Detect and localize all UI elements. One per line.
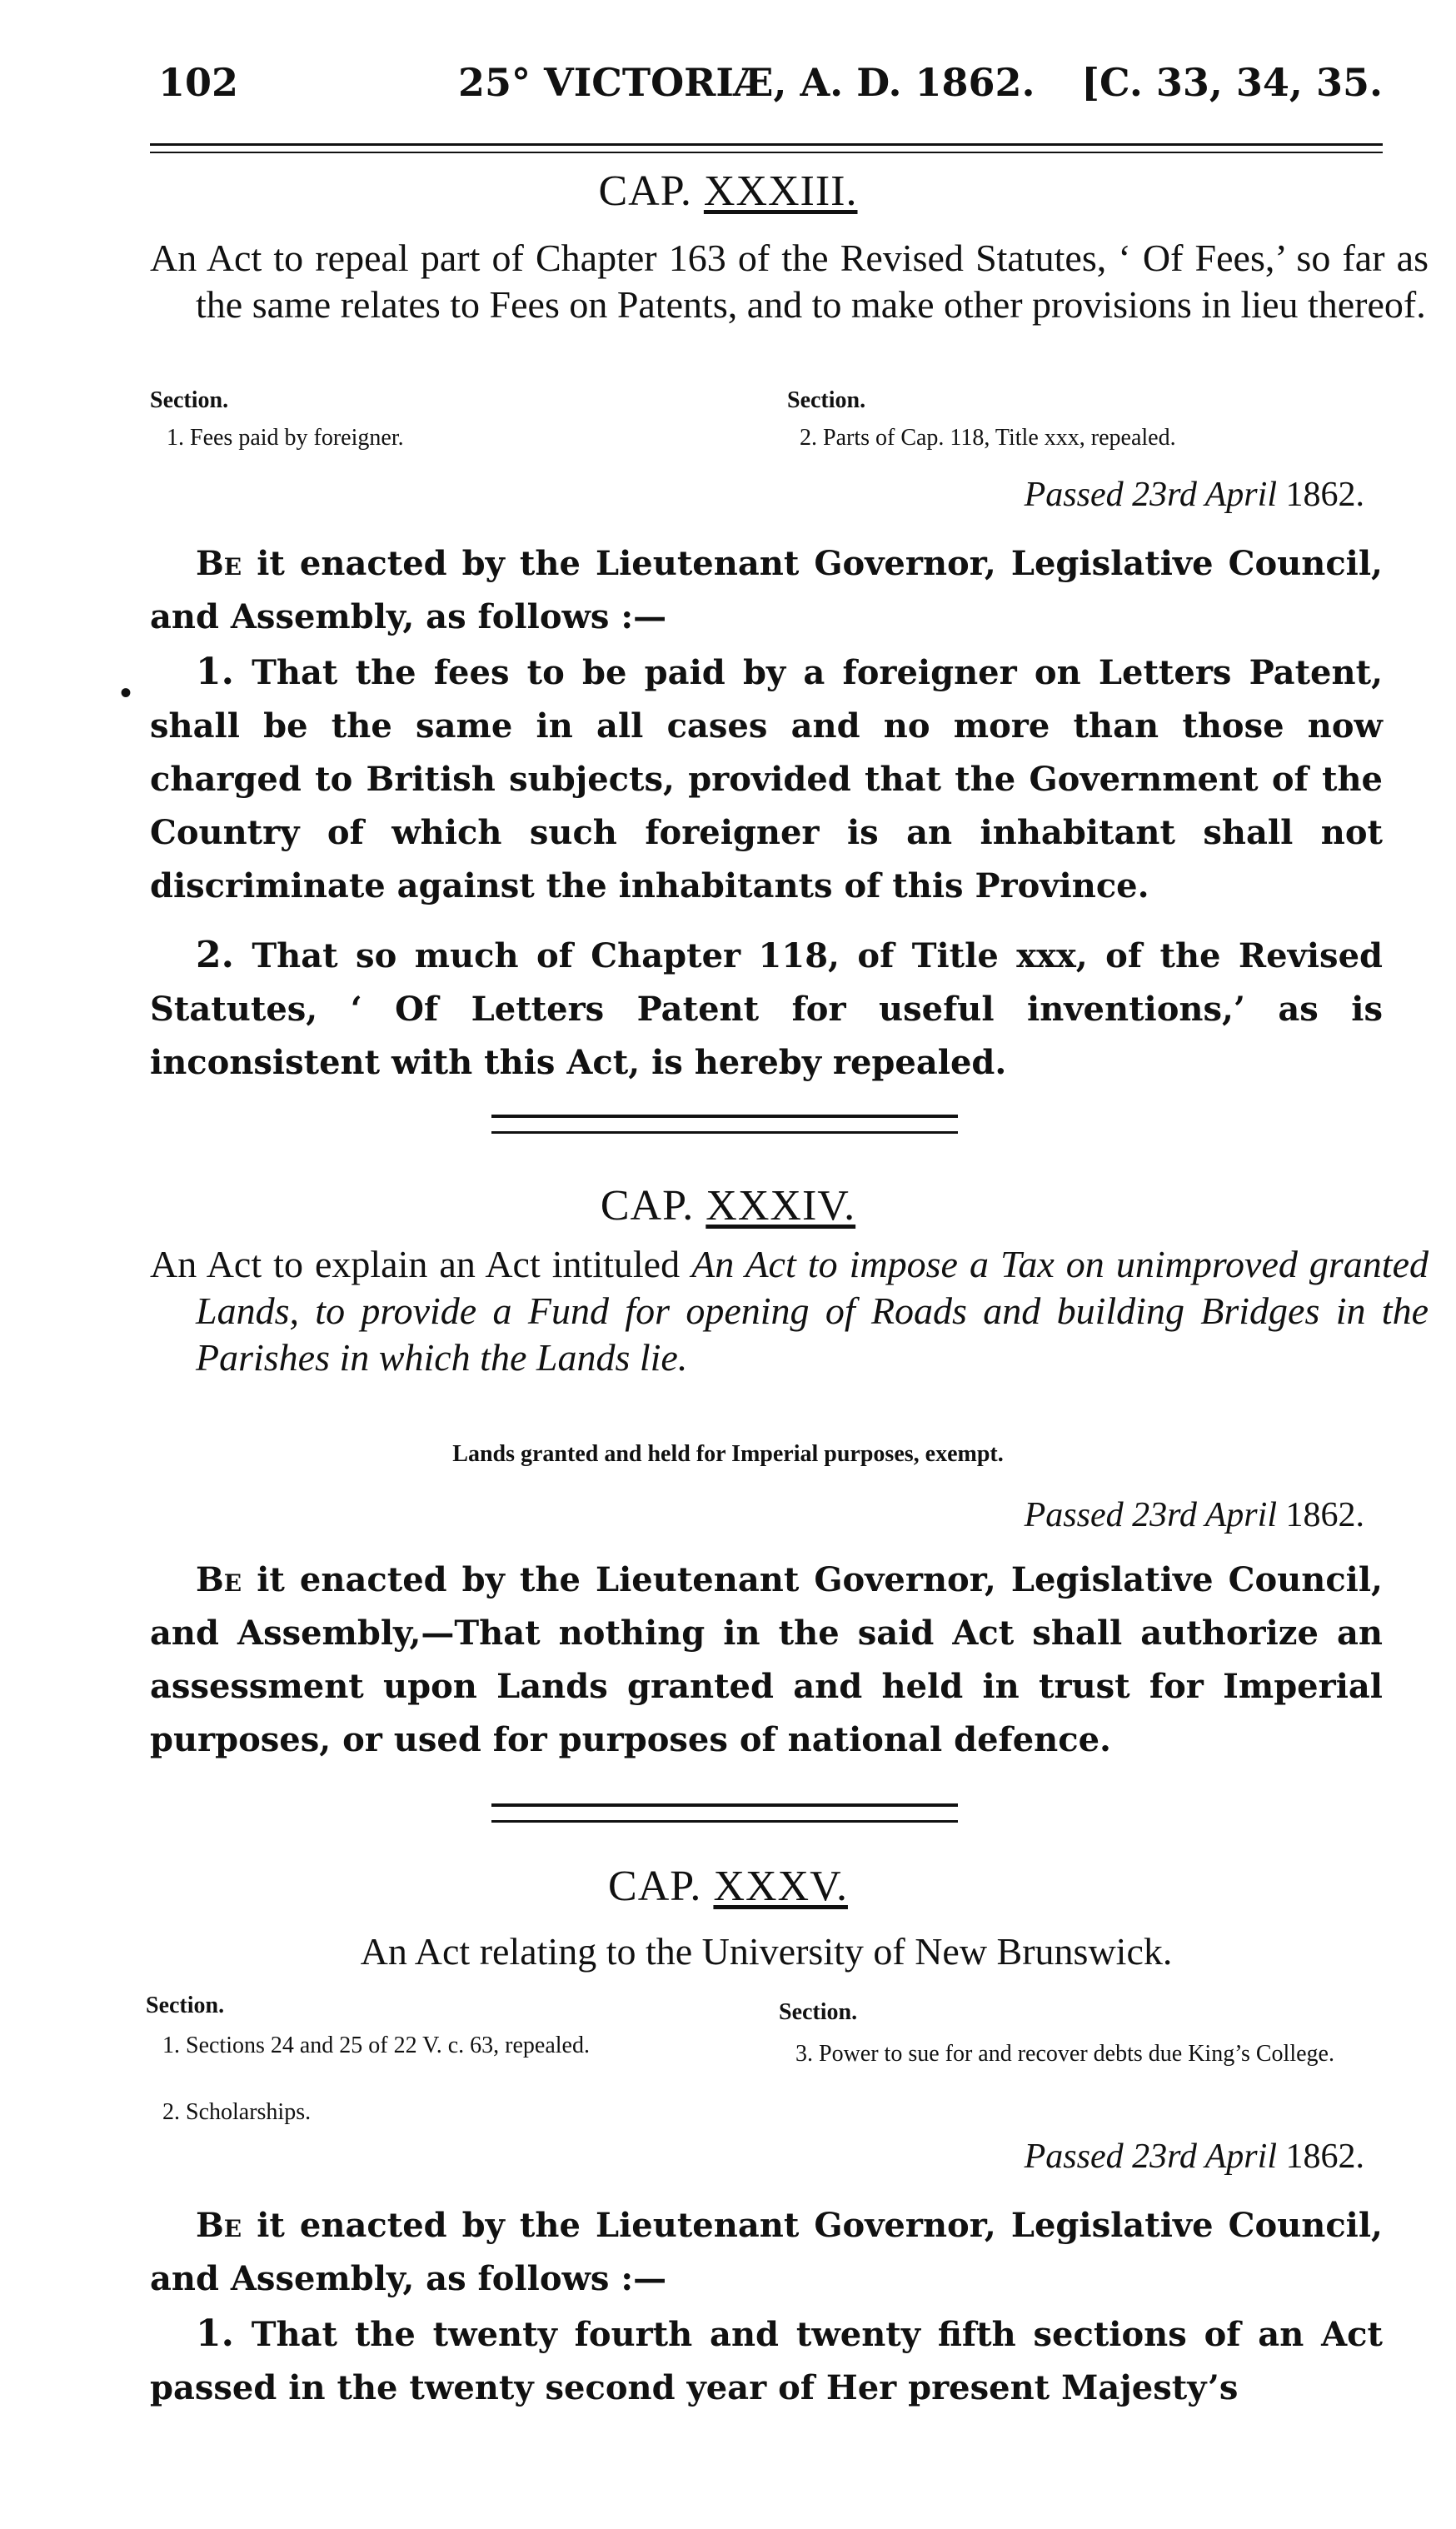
cap-33-title: An Act to repeal part of Chapter 163 of the Revised Statutes, ‘ Of Fees,’ so far as the same relates to Fees on Patents, and to make other provisions in lieu thereof. [150,237,1429,326]
cap-35-section-1: 1. Sections 24 and 25 of 22 V. c. 63, repealed. [162,2033,590,2058]
cap-33-section-1: 1. Fees paid by foreigner. [167,425,404,451]
section-divider-2 [491,1803,958,1823]
margin-mark: • [120,674,132,711]
cap-34-title: An Act to explain an Act intituled An Act to impose a Tax on unimproved granted Lands, to provide a Fund for opening of Roads and building Bridges in the Parishes in which the Lands lie. [150,1243,1429,1379]
cap-34-heading: CAP. XXXIV. [600,1182,856,1230]
cap-34-marginal-note: Lands granted and held for Imperial purposes, exempt. [452,1441,1004,1467]
header-rule-bottom [150,152,1383,153]
cap-35-clause-1: 1. That the twenty fourth and twenty fifth sections of an Act passed in the twenty second year of Her present Majesty’s [150,2312,1383,2407]
running-header [158,60,1383,118]
cap-35-section-label-left: Section. [146,1993,225,2018]
cap-35-passed-date: Passed 23rd April 1862. [1024,2137,1364,2176]
cap-33-section-2: 2. Parts of Cap. 118, Title xxx, repealed. [800,425,1176,451]
cap-35-heading: CAP. XXXV. [608,1863,848,1910]
cap-33-clause-2: 2. That so much of Chapter 118, of Title xxx, of the Revised Statutes, ‘ Of Letters Patent for useful inventions,’ as is inconsistent with this Act, is hereby repealed. [150,934,1383,1082]
page-number: 102 [158,60,239,105]
cap-35-title: An Act relating to the University of New Brunswick. [360,1930,1173,1973]
cap-33-enacting-clause: Be it enacted by the Lieutenant Governor, Legislative Council, and Assembly, as follows :— [150,544,1383,636]
running-title: 25° VICTORIÆ, A. D. 1862. [458,60,1035,105]
cap-33-numeral: XXXIII. [703,167,858,215]
cap-35-section-label-right: Section. [779,1999,858,2025]
cap-33-passed-date: Passed 23rd April 1862. [1024,476,1364,514]
cap-35-section-2: 2. Scholarships. [162,2099,312,2125]
cap-34-numeral: XXXIV. [706,1182,856,1230]
cap-33-clause-1: 1. That the fees to be paid by a foreigner on Letters Patent, shall be the same in all cases and no more than those now charged to British subjects, provided that the Government of the Country of which such foreigner is an inhabitant shall not discriminate against the inhabitants of this Province. [150,651,1383,905]
cap-35-numeral: XXXV. [713,1863,848,1910]
cap-35-section-3: 3. Power to sue for and recover debts due King’s College. [795,2041,1334,2067]
cap-35-enacting-clause: Be it enacted by the Lieutenant Governor, Legislative Council, and Assembly, as follows :— [150,2206,1383,2298]
cap-33-heading: CAP. XXXIII. [598,167,858,215]
cap-33-section-label-right: Section. [787,387,866,413]
cap-33-section-label-left: Section. [150,387,229,413]
section-divider-1 [491,1115,958,1134]
chapter-range: [C. 33, 34, 35. [1081,60,1383,105]
cap-34-passed-date: Passed 23rd April 1862. [1024,1496,1364,1534]
cap-34-enacting-clause: Be it enacted by the Lieutenant Governor, Legislative Council, and Assembly,—That nothing in the said Act shall authorize an assessment upon Lands granted and held in trust for Imperial purposes, or used for purposes of national defence. [150,1560,1383,1759]
header-rule-top [150,143,1383,146]
